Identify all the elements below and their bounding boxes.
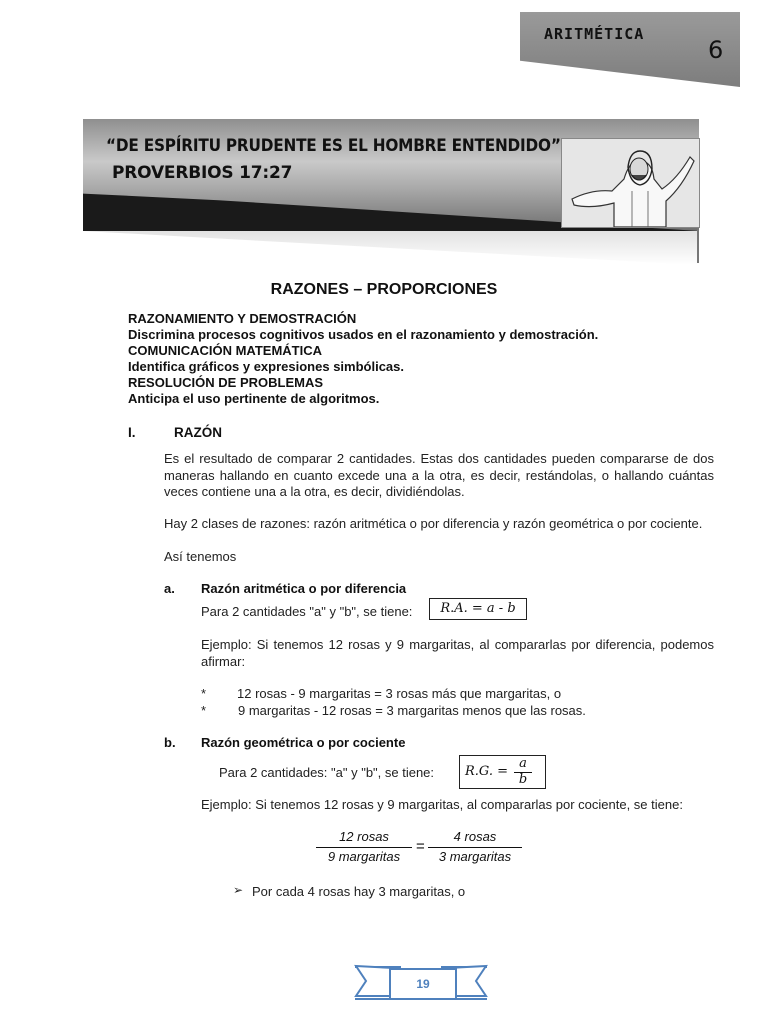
competency-heading: RAZONAMIENTO Y DEMOSTRACIÓN — [128, 311, 357, 326]
competency-heading: COMUNICACIÓN MATEMÁTICA — [128, 343, 323, 358]
bullet-text: 9 margaritas - 12 rosas = 3 margaritas menos que las rosas. — [238, 703, 586, 718]
formula-lhs: R.G. = — [465, 764, 508, 779]
fraction-bar — [428, 847, 522, 848]
example-paragraph: Ejemplo: Si tenemos 12 rosas y 9 margaritas, al compararlas por diferencia, podemos afirmar: — [201, 637, 714, 669]
subject-title: ARITMÉTICA — [544, 25, 645, 43]
arithmetic-ratio-formula: R.A. = a - b — [429, 598, 527, 620]
chapter-tab — [520, 12, 740, 87]
competency-text: Anticipa el uso pertinente de algoritmos. — [128, 391, 380, 406]
section-number: I. — [128, 425, 136, 440]
subsection-heading: Razón aritmética o por diferencia — [201, 581, 407, 596]
competency-heading: RESOLUCIÓN DE PROBLEMAS — [128, 375, 324, 390]
eq-denominator-1: 9 margaritas — [327, 849, 401, 864]
page-number: 19 — [389, 968, 457, 1000]
formula-intro: Para 2 cantidades "a" y "b", se tiene: — [201, 604, 413, 619]
arrow-bullet-icon: ➢ — [233, 883, 244, 897]
eq-numerator-2: 4 rosas — [453, 829, 497, 844]
eq-numerator-1: 12 rosas — [339, 829, 389, 844]
chapter-number: 6 — [708, 36, 724, 64]
eq-denominator-2: 3 margaritas — [438, 849, 512, 864]
fraction-bar — [316, 847, 412, 848]
banner-edge — [697, 225, 699, 263]
geometric-ratio-formula — [459, 755, 546, 789]
subsection-letter: a. — [164, 581, 175, 596]
bullet-text: 12 rosas - 9 margaritas = 3 rosas más que margaritas, o — [237, 686, 562, 701]
definition-paragraph: Es el resultado de comparar 2 cantidades. Estas dos cantidades pueden compararse de dos maneras hallando en cuanto excede una a la otra, es decir, restándolas, o hallando cuántas veces contiene una a la otra, es decir, dividiéndolas. — [164, 451, 714, 499]
classes-paragraph: Hay 2 clases de razones: razón aritmética o por diferencia y razón geométrica o por cociente. — [164, 516, 703, 531]
banner-wedge — [83, 231, 699, 265]
jesus-illustration-icon — [561, 138, 700, 228]
page-title: RAZONES – PROPORCIONES — [270, 281, 498, 298]
bullet-mark: * — [201, 686, 207, 701]
bullet-mark: * — [201, 703, 207, 718]
formula-denominator: b — [518, 772, 528, 787]
formula-numerator: a — [519, 756, 527, 771]
intro-line: Así tenemos — [164, 549, 237, 564]
subsection-letter: b. — [164, 735, 176, 750]
conclusion-line: Por cada 4 rosas hay 3 margaritas, o — [252, 884, 466, 899]
example-line: Ejemplo: Si tenemos 12 rosas y 9 margaritas, al compararlas por cociente, se tiene: — [201, 797, 683, 812]
equals-sign: = — [416, 838, 425, 855]
competency-text: Discrimina procesos cognitivos usados en el razonamiento y demostración. — [128, 327, 599, 342]
competency-text: Identifica gráficos y expresiones simbólicas. — [128, 359, 404, 374]
banner-quote: “DE ESPÍRITU PRUDENTE ES EL HOMBRE ENTENDIDO” — [106, 136, 561, 156]
subsection-heading: Razón geométrica o por cociente — [201, 735, 406, 750]
formula-intro: Para 2 cantidades: "a" y "b", se tiene: — [219, 765, 435, 780]
section-heading: RAZÓN — [174, 425, 222, 440]
banner-reference: PROVERBIOS 17:27 — [112, 163, 293, 183]
